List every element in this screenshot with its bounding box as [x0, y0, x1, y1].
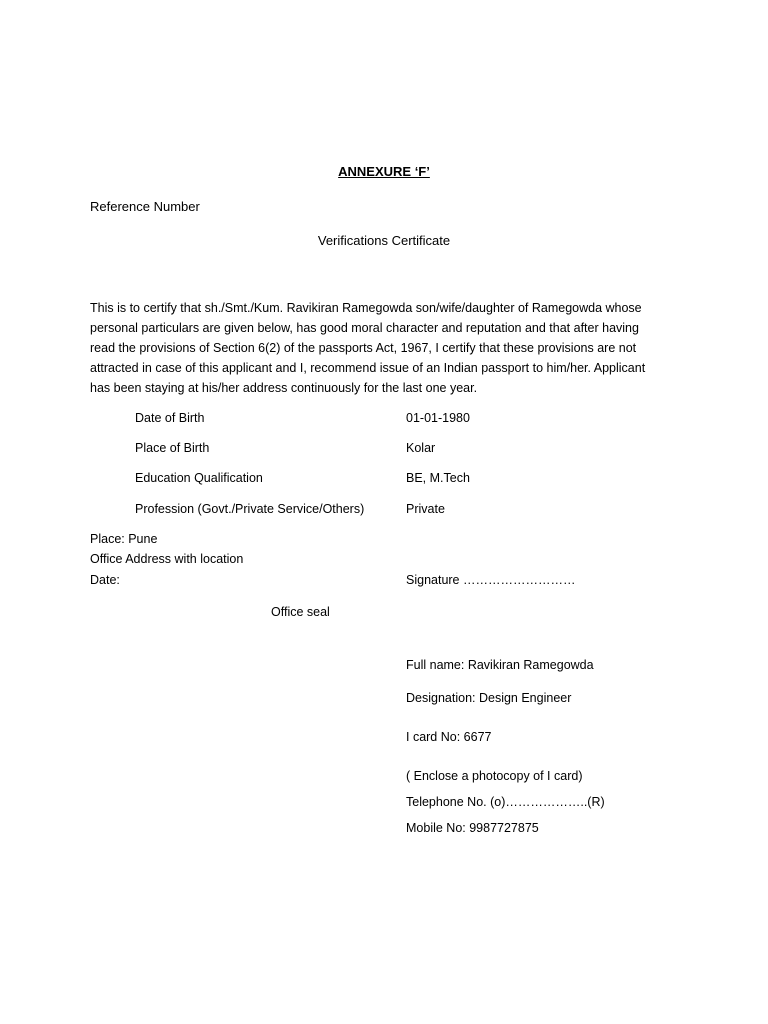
office-address-line: Office Address with location: [90, 552, 244, 566]
paragraph-line: attracted in case of this applicant and I, recommend issue of an Indian passport to him/her. Applicant: [90, 361, 646, 375]
particular-label: Education Qualification: [135, 471, 263, 485]
paragraph-line: This is to certify that sh./Smt./Kum. Ravikiran Ramegowda son/wife/daughter of Ramegowda whose: [90, 301, 642, 315]
particular-label: Place of Birth: [135, 441, 210, 455]
place-line: Place: Pune: [90, 532, 158, 546]
full-name-line: Full name: Ravikiran Ramegowda: [406, 658, 594, 672]
particular-row-profession: [0, 502, 768, 522]
certification-paragraph: [90, 298, 670, 398]
date-line: Date:: [90, 573, 120, 587]
paragraph-line: personal particulars are given below, has good moral character and reputation and that after having: [90, 321, 639, 335]
telephone-line: Telephone No. (o)………………..(R): [406, 795, 605, 809]
particular-label: Profession (Govt./Private Service/Others): [135, 502, 365, 516]
particular-row-education: [0, 471, 768, 491]
document-title: ANNEXURE ‘F’: [338, 164, 430, 179]
office-seal-label: Office seal: [271, 605, 330, 619]
particular-row-pob: [0, 441, 768, 461]
certificate-subtitle: Verifications Certificate: [317, 233, 451, 248]
particular-value: BE, M.Tech: [406, 471, 470, 485]
enclose-note: ( Enclose a photocopy of I card): [406, 769, 583, 783]
paragraph-line: has been staying at his/her address continuously for the last one year.: [90, 381, 478, 395]
particular-row-dob: [0, 411, 768, 431]
particular-label: Date of Birth: [135, 411, 205, 425]
particular-value: Kolar: [406, 441, 436, 455]
designation-line: Designation: Design Engineer: [406, 691, 572, 705]
signature-line: Signature ………………………: [406, 573, 576, 587]
reference-number-label: Reference Number: [90, 199, 200, 214]
paragraph-line: read the provisions of Section 6(2) of the passports Act, 1967, I certify that these provisions are not: [90, 341, 637, 355]
particular-value: Private: [406, 502, 445, 516]
mobile-line: Mobile No: 9987727875: [406, 821, 539, 835]
particular-value: 01-01-1980: [406, 411, 470, 425]
icard-number-line: I card No: 6677: [406, 730, 492, 744]
